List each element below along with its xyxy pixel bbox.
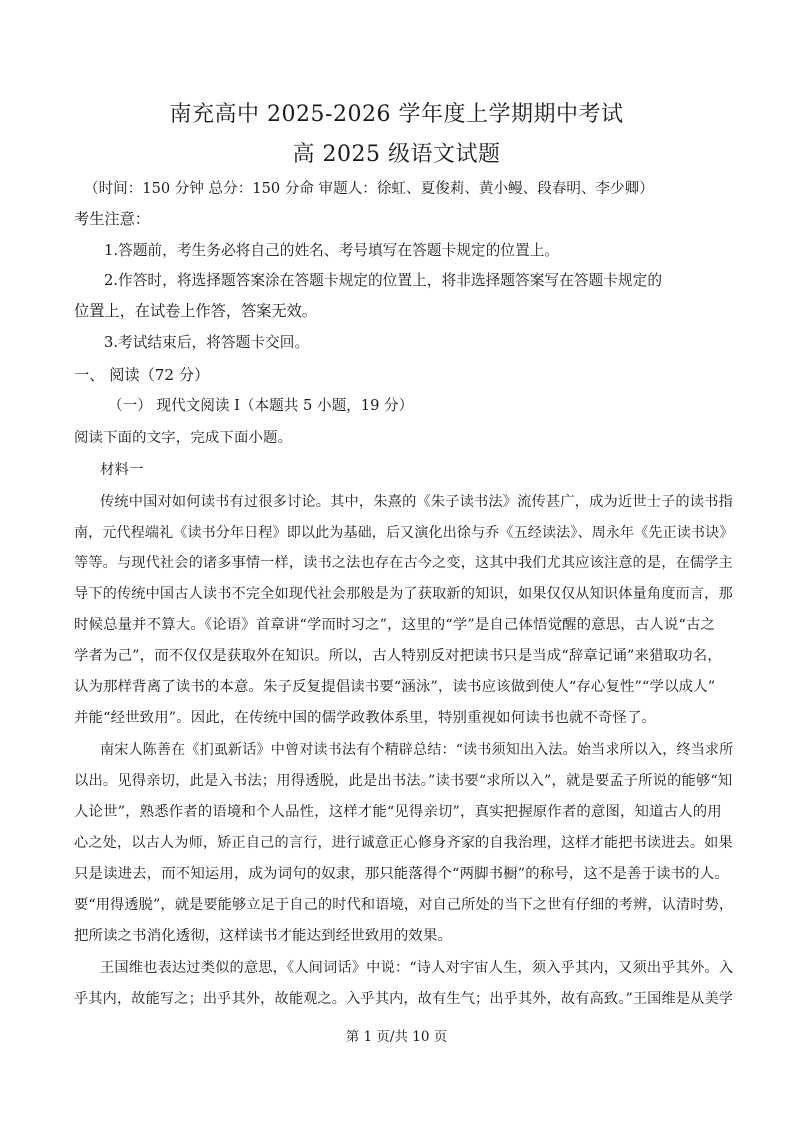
paragraph-line: 并能“经世致用”。因此，在传统中国的儒学政教体系里，特别重视如何读书也就不奇怪了。	[74, 710, 657, 726]
exam-subtitle: 高 2025 级语文试题	[292, 142, 501, 167]
paragraph-line: 传统中国对如何读书有过很多讨论。其中，朱熹的《朱子读书法》流传甚广，成为近世士子的读书指	[100, 494, 733, 510]
paragraph-line: 认为那样背离了读书的本意。朱子反复提倡读书要“涵泳”，读书应该做到使人“存心复性”“学以成人”	[74, 679, 716, 695]
paragraph-line: 只是读进去，而不知运用，成为词句的奴隶，那只能落得个“两脚书橱”的称号，这不是善于读书的人。	[74, 866, 729, 882]
subsection-heading: （一） 现代文阅读 I（本题共 5 小题，19 分）	[108, 397, 414, 414]
page-number: 第 1 页/共 10 页	[345, 1029, 448, 1045]
section-heading: 一、 阅读（72 分）	[74, 366, 210, 384]
notice-item-3: 3.考试结束后，将答题卡交回。	[104, 334, 310, 351]
paragraph-line: 等等。与现代社会的诸多事情一样，读书之法也存在古今之变，这其中我们尤其应该注意的是，在儒学主	[74, 555, 733, 571]
instruction-text: 阅读下面的文字，完成下面小题。	[74, 430, 293, 446]
paragraph-line: 要“用得透脱”，就是要能够立足于自己的时代和语境，对自己所处的当下之世有仔细的考辨，认清时势，	[74, 897, 734, 913]
material-label: 材料一	[100, 462, 144, 478]
paragraph-line: 南，元代程端礼《读书分年日程》即以此为基础，后又演化出徐与乔《五经读法》、周永年《先正读书诀》	[74, 525, 734, 541]
exam-title: 南充高中 2025-2026 学年度上学期期中考试	[169, 102, 624, 127]
paragraph-line: 人论世”，熟悉作者的语境和个人品性，这样才能“见得亲切”，真实把握原作者的意图，知道古人的用	[74, 804, 722, 820]
paragraph-line: 以出。见得亲切，此是入书法；用得透脱，此是出书法。”读书要“求所以入”，就是要孟子所说的能够“知	[74, 773, 733, 789]
paragraph-line: 王国维也表达过类似的意思，《人间词话》中说：“诗人对宇宙人生，须入乎其内，又须出乎其外。入	[100, 960, 734, 976]
paragraph-line: 时候总量并不算大。《论语》首章讲“学而时习之”，这里的“学”是自己体悟觉醒的意思，古人说“古之	[74, 617, 716, 633]
paragraph-line: 南宋人陈善在《扪虱新话》中曾对读书法有个精辟总结：“读书须知出入法。始当求所以入，终当求所	[100, 742, 734, 758]
exam-info: （时间：150 分钟 总分：150 分命 审题人：徐虹、夏俊莉、黄小鳗、段春明、李少卿）	[84, 180, 654, 197]
paragraph-line: 导下的传统中国古人读书不完全如现代社会那般是为了获取新的知识，如果仅仅从知识体量角度而言，那	[74, 586, 733, 602]
paragraph-line: 把所读之书消化透彻，这样读书才能达到经世致用的效果。	[74, 928, 453, 944]
notice-item-2: 2.作答时，将选择题答案涂在答题卡规定的位置上，将非选择题答案写在答题卡规定的	[104, 272, 663, 289]
paragraph-line: 心之处，以古人为师，矫正自己的言行，进行诚意正心修身齐家的自我治理，这样才能把书读进去。如果	[74, 835, 733, 851]
notice-item-2-cont: 位置上，在试卷上作答，答案无效。	[74, 302, 317, 320]
notice-item-1: 1.答题前，考生务必将自己的姓名、考号填写在答题卡规定的位置上。	[104, 242, 560, 259]
paragraph-line: 乎其内，故能写之；出乎其外，故能观之。入乎其内，故有生气；出乎其外，故有高致。”王国维是从美学	[74, 991, 734, 1007]
paragraph-line: 学者为己”，而不仅仅是获取外在知识。所以，古人特别反对把读书只是当成“辞章记诵”来猎取功名，	[74, 648, 722, 664]
notice-title: 考生注意：	[74, 210, 150, 228]
